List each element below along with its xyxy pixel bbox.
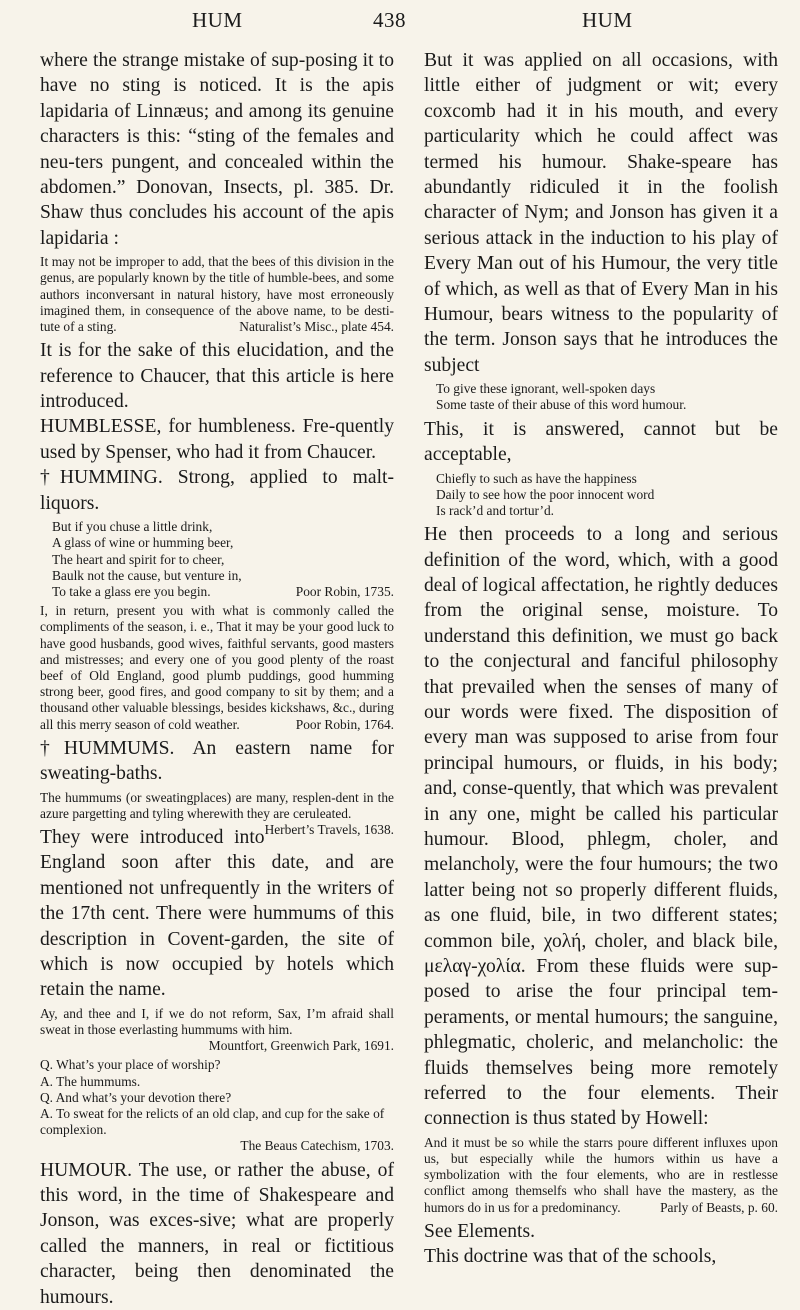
quote-howell-text: And it must be so while the starrs poure different influxes upon us, but especially while the humors within us have a symbolization with the four elements, who are in restlesse conflict among themselfs who shall have the mastery, as the humors do in us for a predominancy. [424, 1134, 778, 1215]
verse-line: To give these ignorant, well-spoken days [436, 381, 656, 397]
quote-jonson-2 [424, 471, 778, 520]
quote-herbert-text: The hummums (or sweatingplaces) are many, resplen-dent in the azure pargetting and tyling wherewith they are ceruleated. [40, 789, 394, 821]
verse-line: The heart and spirit for to cheer, [52, 551, 225, 567]
paragraph-humours-definition: He then proceeds to a long and serious definition of the word, which, with a good deal of logical affectation, he rightly deduces from the original sense, moisture. To understand this definition, we must go back to the conjectural and fanciful philosophy that prevailed when the senses of many of our words were fixed. The disposition of every man was supposed to arise from four principal humours, or fluids, in his body; and, conse-quently, that which was prevalent in any one, might be called his particular humour. Blood, phlegm, choler, and melancholy, were the four humours; the two latter being not so properly different fluids, as one fluid, bile, in two different states; common bile, χολή, choler, and black bile, μελαγ-χολία. From these fluids were sup-posed to arise the four principal tem-peraments, or mental humours; the sanguine, phlegmatic, choleric, and melancholic: the fluids themselves being more remotely referred to the four elements. Their connection is thus stated by Howell: [424, 524, 778, 1130]
verse-line: Some taste of their abuse of this word humour. [436, 397, 687, 413]
catechism-line: Q. What’s your place of worship? [40, 1057, 221, 1073]
see-also-reference: See Elements. [424, 1220, 535, 1242]
entry-hummums: †HUMMUMS. An eastern name for sweating-baths. [40, 737, 394, 785]
entry-humblesse: HUMBLESSE, for humbleness. Fre-quently used by Spenser, who had it from Chaucer. [40, 416, 394, 463]
catechism-line: A. To sweat for the relicts of an old clap, and cup for the sake of complexion. [40, 1106, 385, 1138]
verse-line-last [52, 584, 394, 600]
verse-source: Poor Robin, 1735. [295, 583, 394, 599]
quote-herbert-source: Herbert’s Travels, 1638. [264, 821, 394, 837]
quote-mountfort [40, 1006, 394, 1055]
verse-last-text: To take a glass ere you begin. [52, 583, 211, 599]
paragraph-hummums-england: They were introduced into England soon after this date, and are mentioned not unfrequently in the writers of the 17th cent. There were hummums of this description in Covent-garden, the site of which is now occupied by hotels which retain the name. [40, 826, 394, 1001]
verse-line: Daily to see how the poor innocent word [436, 486, 655, 502]
quote-mountfort-source: Mountfort, Greenwich Park, 1691. [208, 1038, 394, 1054]
entry-humour: HUMOUR. The use, or rather the abuse, of this word, in the time of Shakespeare and Jonson, was exces-sive; what are properly called the manners, in real or fictitious character, being then denominated the humours. [40, 1159, 394, 1308]
quote-catechism [40, 1057, 394, 1154]
paragraph-acceptable: This, it is answered, cannot but be acceptable, [424, 418, 778, 466]
verse-line: A glass of wine or humming beer, [52, 535, 234, 551]
entry-humming: †HUMMING. Strong, applied to malt-liquors. [40, 467, 394, 514]
left-column [40, 48, 394, 1310]
verse-line: But if you chuse a little drink, [52, 519, 213, 535]
quote-poor-robin-text: I, in return, present you with what is commonly called the compliments of the season, i. e., That it may be your good luck to have good husbands, good wives, faithful servants, good masters and mistresses; and every one of you good plenty of the roast beef of Old England, good plumb puddings, good humming strong beer, good fires, and good company to sit by them; and a thousand other valuable blessings, besides kickshaws, &c., during all this merry season of cold weather. [40, 603, 394, 732]
quote-catechism-source: The Beaus Catechism, 1703. [240, 1138, 394, 1154]
verse-line: Is rack’d and tortur’d. [436, 502, 554, 518]
catechism-line: A. The hummums. [40, 1073, 141, 1089]
catechism-line: Q. And what’s your devotion there? [40, 1089, 232, 1105]
quote-howell [424, 1135, 778, 1216]
paragraph-doctrine: This doctrine was that of the schools, [424, 1246, 717, 1268]
paragraph-bee-sting: where the strange mistake of sup-posing it to have no sting is noticed. It is the apis lapidaria of Linnæus; and among its genuine characters is this: “sting of the females and neu-ters pungent, and concealed within the abdomen.” Donovan, Insects, pl. 385. Dr. Shaw thus concludes his account of the apis lapidaria : [40, 50, 394, 249]
verse-line: Chiefly to such as have the happiness [436, 470, 637, 486]
right-column [424, 48, 778, 1270]
running-head-right: HUM [582, 8, 633, 32]
quote-mountfort-text: Ay, and thee and I, if we do not reform, Sax, I’m afraid shall sweat in those everlasting hummums with him. [40, 1005, 394, 1038]
paragraph-elucidation: It is for the sake of this elucidation, and the reference to Chaucer, that this article is here introduced. [40, 340, 394, 413]
verse-line: Baulk not the cause, but venture in, [52, 567, 242, 583]
quote-poor-robin-1764 [40, 603, 394, 733]
verse-poor-robin-1735 [40, 519, 394, 600]
page-number: 438 [373, 8, 406, 32]
running-head [0, 8, 800, 38]
quote-herbert [40, 789, 394, 837]
quote-shaw [40, 254, 394, 335]
quote-poor-robin-source: Poor Robin, 1764. [295, 716, 394, 732]
quote-shaw-source: Naturalist’s Misc., plate 454. [239, 319, 394, 335]
paragraph-humour-usage: But it was applied on all occasions, with little either of judgment or wit; every coxcomb had it in his mouth, and every particularity which he could affect was termed his humour. Shake-speare has abundantly ridiculed it in the foolish character of Nym; and Jonson has given it a serious attack in the induction to his play of Every Man out of his Humour, the very title of which, as well as that of Every Man in his Humour, bears witness to the popularity of the term. Jonson says that he introduces the subject [424, 50, 778, 376]
quote-jonson-1 [424, 381, 778, 413]
running-head-left: HUM [192, 8, 243, 32]
quote-howell-source: Parly of Beasts, p. 60. [660, 1199, 778, 1215]
quote-shaw-text: It may not be improper to add, that the bees of this division in the genus, are popularly known by the title of humble-bees, and some authors inconversant in natural history, have most erroneously imagined them, in consequence of the above name, to be desti-tute of a sting. [40, 254, 394, 335]
